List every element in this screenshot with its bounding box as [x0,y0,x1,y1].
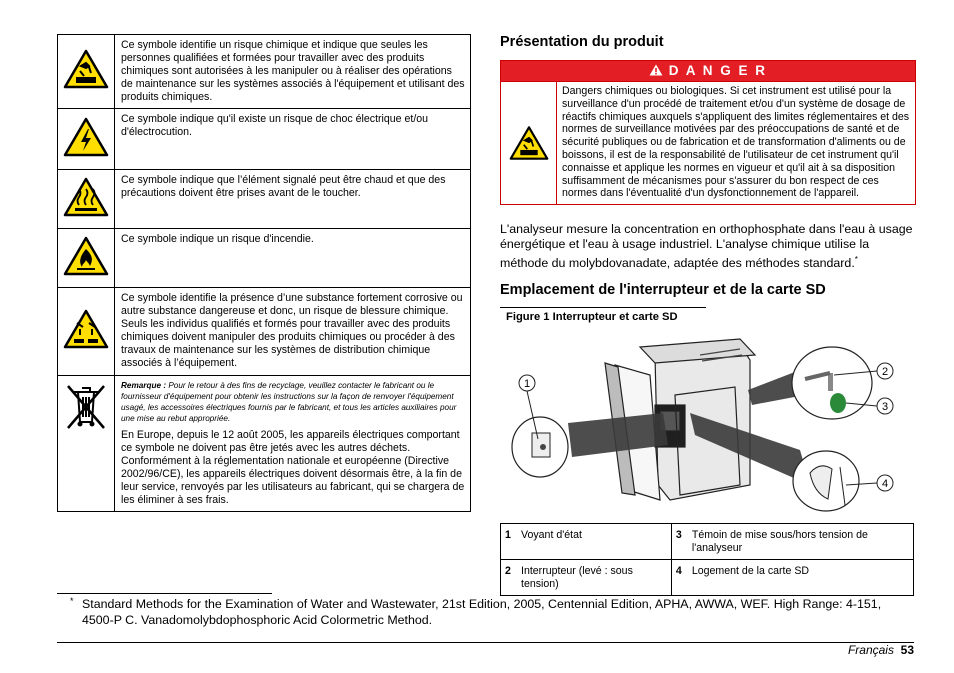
footer-rule [57,642,914,643]
note-label: Remarque : [121,381,167,390]
symbol-text: Ce symbole identifie la présence d’une substance fortement corrosive ou autre substance dangereuse et donc, un risque de blessure chimique. Seuls les individus qualifiés et formés pour travailler avec des produits chimiques doivent manipuler des produits chimiques ou procéder à des travaux de maintenance sur les systèmes de distribution chimique associés à l’équipement. [115,288,471,376]
legend-number: 2 [501,560,518,596]
figure-caption: Figure 1 Interrupteur et carte SD [506,311,678,323]
legend-table [500,523,914,596]
legend-number: 4 [671,560,688,596]
danger-text: Dangers chimiques ou biologiques. Si cet instrument est utilisé pour la surveillance d'un procédé de traitement et/ou d'un système de dosage de réactifs chimiques auxquels s'appliquent des limites réglementaires et des normes de surveillance motivées par des préoccupations de santé et de sécurité publiques ou de fabrication et de transformation d'aliments ou de boissons, il est de la responsabilité de l'utilisateur de cet instrument qu'il connaisse et applique les normes en vigueur et qu'il ait à sa disposition suffisamment de mécanismes pour s'assurer du bon respect de ces normes dans l'éventualité d'un dysfonctionnement de l'appareil. [562,85,910,200]
footnote-text: Standard Methods for the Examination of Water and Wastewater, 21st Edition, 2005, Centennial Edition, APHA, AWWA, WEF. High Range: 4-151, 4500-P C. Vanadomolybdophosphoric Acid Colormetric Method. [82,597,882,627]
weee-bin-icon [58,376,115,512]
footnote-rule [57,593,272,594]
chemical-hazard-icon [58,35,115,109]
danger-header [501,61,915,81]
note-text: Pour le retour à des fins de recyclage, veuillez contacter le fabricant ou le fournisseur d'équipement pour obtenir les instructions sur la façon de renvoyer l'équipement usagé, les accessoires électriques fournis par le fabricant, et tous les articles auxiliaires pour une mise au rebut appropriée. [121,381,457,423]
section-title-presentation: Présentation du produit [500,34,664,50]
figure-rule [500,307,706,308]
intro-paragraph [500,222,914,271]
legend-number: 3 [671,524,688,560]
weee-text: En Europe, depuis le 12 août 2005, les appareils électriques comportant ce symbole ne doivent pas être jetés avec les autres déchets. Conformément à la réglementation nationale et européenne (Directive 2002/96/CE), les appareils électriques doivent désormais être, à la fin de leur service, renvoyés par les utilisateurs au fabricant, qui se chargera de les éliminer à ses frais. [121,429,465,506]
symbols-table [57,34,471,512]
callout-3: 3 [881,401,889,413]
legend-label: Témoin de mise sous/hors tension de l'analyseur [688,524,914,560]
symbol-text: Ce symbole indique un risque d'incendie. [115,229,471,288]
danger-label: D A N G E R [668,63,768,78]
footnote-ref: * [854,255,858,264]
page-footer [848,643,914,657]
legend-label: Logement de la carte SD [688,560,914,596]
footer-language: Français [847,643,894,657]
chemical-hazard-icon [501,82,557,204]
hot-surface-icon [58,170,115,229]
intro-text: L'analyseur mesure la concentration en orthophosphate dans l'eau à usage énergétique et l'eau à usage industriel. L'analyse chimique utilise la méthode du molybdovanadate, adaptée des méthodes standard. [500,222,913,271]
fire-hazard-icon [58,229,115,288]
callout-1: 1 [523,378,531,390]
warning-triangle-icon [649,63,669,78]
weee-note [121,380,465,424]
symbol-text: Ce symbole indique que l’élément signalé peut être chaud et que des précautions doivent être prises avant de le toucher. [115,170,471,229]
legend-label: Voyant d'état [517,524,671,560]
page-number: 53 [900,643,914,657]
weee-cell [115,376,471,512]
callout-4: 4 [881,478,889,490]
callout-2: 2 [881,366,889,378]
legend-number: 1 [501,524,518,560]
figure-analyzer [500,335,914,515]
section-title-switch-sd: Emplacement de l'interrupteur et de la carte SD [500,282,826,298]
footnote-mark: * [70,596,74,606]
symbol-text: Ce symbole indique qu'il existe un risque de choc électrique et/ou d'électrocution. [115,109,471,170]
corrosive-icon [58,288,115,376]
electric-shock-icon [58,109,115,170]
symbol-text: Ce symbole identifie un risque chimique et indique que seules les personnes qualifiées et formées pour travailler avec des produits chimiques sont autorisées à les manipuler ou à réaliser des opérations de maintenance sur les systèmes associés à l'équipement et utilisant des produits chimiques. [115,35,471,109]
led-green-icon [830,393,846,413]
danger-box [500,60,916,205]
legend-label: Interrupteur (levé : sous tension) [517,560,671,596]
